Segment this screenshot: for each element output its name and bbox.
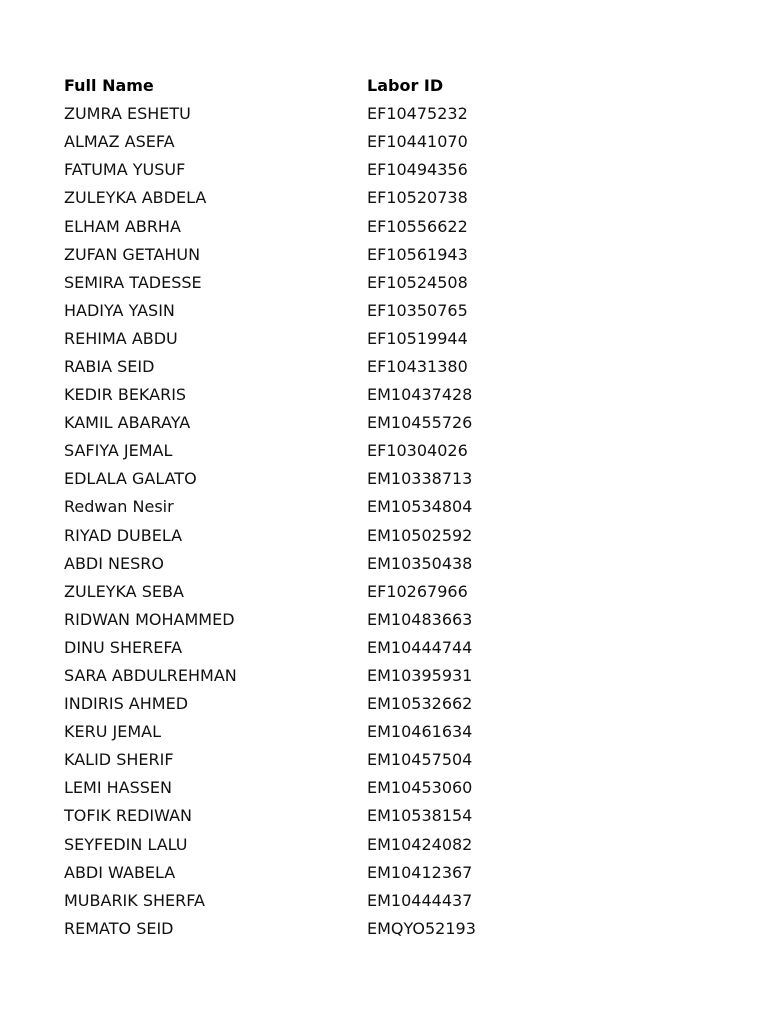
- full-name-cell: HADIYA YASIN: [64, 300, 175, 320]
- table-row: [64, 662, 704, 690]
- table-row: [64, 634, 704, 662]
- table-row: [64, 353, 704, 381]
- full-name-cell: DINU SHEREFA: [64, 637, 183, 657]
- full-name-cell: KALID SHERIF: [64, 750, 174, 770]
- labor-id-cell: EM10350438: [367, 553, 473, 573]
- table-row: [64, 859, 704, 887]
- table-row: [64, 831, 704, 859]
- full-name-cell: REMATO SEID: [64, 918, 174, 938]
- full-name-header: Full Name: [64, 76, 154, 96]
- table-row: [64, 606, 704, 634]
- labor-id-cell: EM10534804: [367, 497, 473, 517]
- table-row: [64, 241, 704, 269]
- full-name-cell: SEMIRA TADESSE: [64, 272, 202, 292]
- table-row: [64, 381, 704, 409]
- full-name-cell: ELHAM ABRHA: [64, 216, 181, 236]
- full-name-cell: SEYFEDIN LALU: [64, 834, 188, 854]
- labor-id-cell: EF10524508: [367, 272, 468, 292]
- labor-id-cell: EM10424082: [367, 834, 473, 854]
- labor-id-cell: EM10455726: [367, 413, 473, 433]
- labor-id-cell: EM10502592: [367, 525, 473, 545]
- labor-id-cell: EM10444437: [367, 890, 473, 910]
- table-row: [64, 718, 704, 746]
- full-name-cell: Redwan Nesir: [64, 497, 174, 517]
- labor-id-cell: EM10437428: [367, 385, 473, 405]
- labor-id-cell: EM10453060: [367, 778, 473, 798]
- table-row: [64, 297, 704, 325]
- full-name-cell: SAFIYA JEMAL: [64, 441, 173, 461]
- table-row: [64, 325, 704, 353]
- table-row: [64, 465, 704, 493]
- table-row: [64, 915, 704, 943]
- labor-id-cell: EM10457504: [367, 750, 473, 770]
- table-row: [64, 522, 704, 550]
- labor-id-cell: EF10494356: [367, 160, 468, 180]
- labor-id-cell: EF10520738: [367, 188, 468, 208]
- full-name-cell: ZULEYKA ABDELA: [64, 188, 207, 208]
- full-name-cell: REHIMA ABDU: [64, 328, 178, 348]
- full-name-cell: EDLALA GALATO: [64, 469, 197, 489]
- table-row: [64, 802, 704, 830]
- table-row: [64, 774, 704, 802]
- full-name-cell: ZULEYKA SEBA: [64, 581, 184, 601]
- table-row: [64, 128, 704, 156]
- full-name-cell: ABDI NESRO: [64, 553, 164, 573]
- full-name-cell: RIYAD DUBELA: [64, 525, 183, 545]
- labor-id-cell: EM10538154: [367, 806, 473, 826]
- labor-id-cell: EF10561943: [367, 244, 468, 264]
- full-name-cell: KEDIR BEKARIS: [64, 385, 187, 405]
- table-row: [64, 100, 704, 128]
- table-body: [64, 100, 704, 943]
- labor-id-cell: EM10461634: [367, 722, 473, 742]
- labor-id-cell: EF10431380: [367, 356, 468, 376]
- full-name-cell: FATUMA YUSUF: [64, 160, 186, 180]
- full-name-cell: ABDI WABELA: [64, 862, 176, 882]
- table-row: [64, 156, 704, 184]
- labor-id-cell: EM10338713: [367, 469, 473, 489]
- labor-id-cell: EM10532662: [367, 694, 473, 714]
- full-name-cell: ZUMRA ESHETU: [64, 104, 191, 124]
- full-name-cell: INDIRIS AHMED: [64, 694, 189, 714]
- table-row: [64, 746, 704, 774]
- full-name-cell: LEMI HASSEN: [64, 778, 172, 798]
- labor-id-cell: EF10441070: [367, 132, 468, 152]
- table-row: [64, 550, 704, 578]
- table-row: [64, 269, 704, 297]
- labor-id-cell: EM10412367: [367, 862, 473, 882]
- table-row: [64, 212, 704, 240]
- table-row: [64, 887, 704, 915]
- labor-id-cell: EF10350765: [367, 300, 468, 320]
- labor-id-cell: EMQYO52193: [367, 918, 476, 938]
- labor-id-cell: EM10395931: [367, 666, 473, 686]
- table-row: [64, 690, 704, 718]
- labor-id-cell: EF10556622: [367, 216, 468, 236]
- full-name-cell: KERU JEMAL: [64, 722, 162, 742]
- full-name-cell: MUBARIK SHERFA: [64, 890, 205, 910]
- labor-id-cell: EF10475232: [367, 104, 468, 124]
- table-row: [64, 409, 704, 437]
- table-header-row: [64, 72, 704, 100]
- labor-id-cell: EF10267966: [367, 581, 468, 601]
- document-page: [64, 72, 704, 943]
- table-row: [64, 437, 704, 465]
- full-name-cell: RIDWAN MOHAMMED: [64, 609, 235, 629]
- labor-id-cell: EM10444744: [367, 637, 473, 657]
- table-row: [64, 493, 704, 521]
- labor-id-cell: EF10519944: [367, 328, 468, 348]
- full-name-cell: SARA ABDULREHMAN: [64, 666, 237, 686]
- full-name-cell: KAMIL ABARAYA: [64, 413, 191, 433]
- table-row: [64, 184, 704, 212]
- table-row: [64, 578, 704, 606]
- full-name-cell: ZUFAN GETAHUN: [64, 244, 201, 264]
- labor-id-cell: EF10304026: [367, 441, 468, 461]
- labor-id-header: Labor ID: [367, 76, 444, 96]
- full-name-cell: RABIA SEID: [64, 356, 155, 376]
- labor-id-cell: EM10483663: [367, 609, 473, 629]
- full-name-cell: TOFIK REDIWAN: [64, 806, 192, 826]
- full-name-cell: ALMAZ ASEFA: [64, 132, 175, 152]
